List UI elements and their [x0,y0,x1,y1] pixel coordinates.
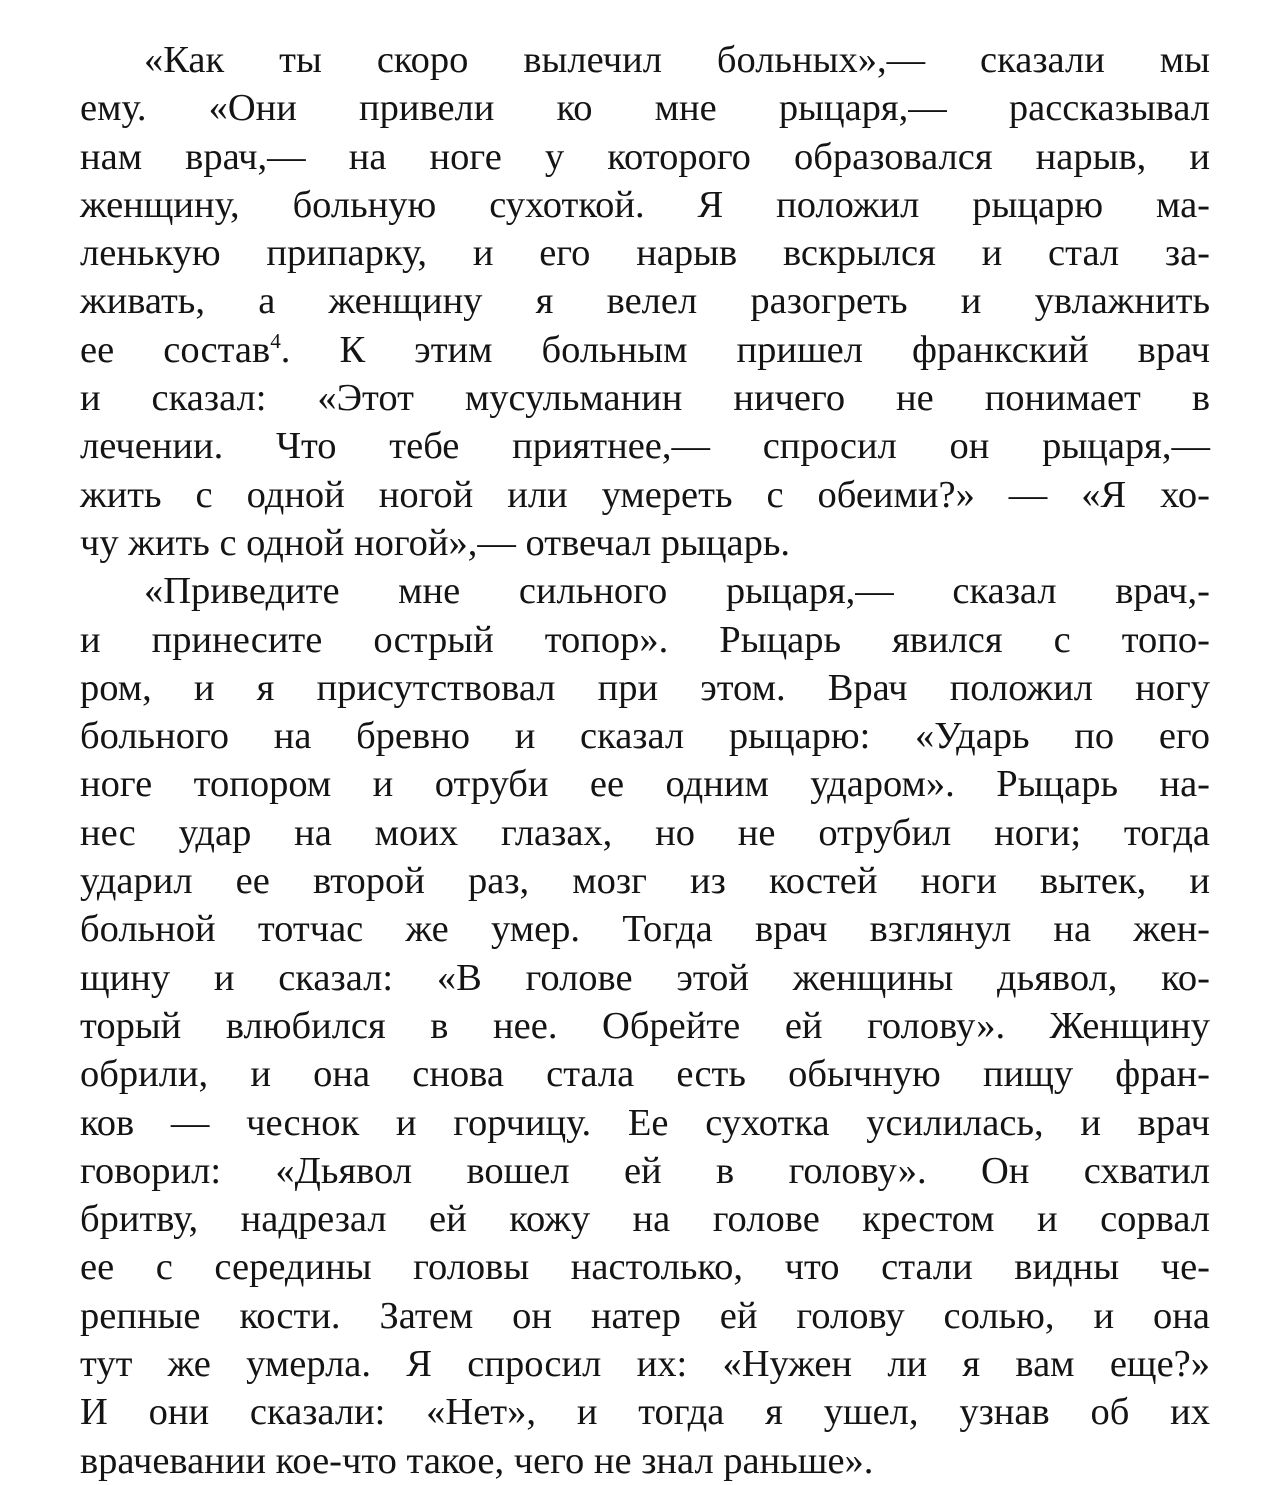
text-line: ему. «Они привели ко мне рыцаря,— рассказывал [80,87,1210,130]
text-line: И они сказали: «Нет», и тогда я ушел, узнав об их [80,1391,1210,1434]
text-line: щину и сказал: «В голове этой женщины дьявол, ко- [80,956,1210,999]
footnote-marker: 4 [270,328,281,353]
text-line: говорил: «Дьявол вошел ей в голову». Он схватил [80,1149,1210,1192]
text-line: и сказал: «Этот мусульманин ничего не понимает в [80,377,1210,420]
text-line: жить с одной ногой или умереть с обеими?» — «Я хо- [80,473,1210,516]
document-page [80,36,1210,1485]
paragraph-1 [80,36,1210,567]
text-line: живать, а женщину я велел разогреть и увлажнить [80,280,1210,323]
text-line: женщину, больную сухоткой. Я положил рыцарю ма- [80,183,1210,226]
paragraph-2 [80,567,1210,1485]
text-line: бритву, надрезал ей кожу на голове крестом и сорвал [80,1198,1210,1241]
text-line: тут же умерла. Я спросил их: «Нужен ли я вам еще?» [80,1343,1210,1386]
text-line: врачевании кое-что такое, чего не знал раньше». [80,1439,874,1482]
text-line: больного на бревно и сказал рыцарю: «Ударь по его [80,715,1210,758]
text-segment: ее состав [80,328,271,371]
text-line: ков — чеснок и горчицу. Ее сухотка усилилась, и врач [80,1101,1210,1144]
text-line: нам врач,— на ноге у которого образовался нарыв, и [80,135,1210,178]
text-line: лечении. Что тебе приятнее,— спросил он рыцаря,— [80,425,1210,468]
text-line: чу жить с одной ногой»,— отвечал рыцарь. [80,521,791,564]
text-line: ее с середины головы настолько, что стали видны че- [80,1246,1210,1289]
text-line: «Приведите мне сильного рыцаря,— сказал врач,- [144,570,1210,613]
text-line: торый влюбился в нее. Обрейте ей голову». Женщину [80,1004,1210,1047]
text-line: ленькую припарку, и его нарыв вскрылся и стал за- [80,232,1210,275]
text-line: «Как ты скоро вылечил больных»,— сказали мы [144,39,1210,81]
text-segment: . К этим больным пришел франкский врач [280,328,1211,371]
text-line: и принесите острый топор». Рыцарь явился с топо- [80,618,1210,661]
text-line: обрили, и она снова стала есть обычную пищу фран- [80,1053,1210,1096]
text-line: репные кости. Затем он натер ей голову солью, и она [80,1294,1210,1337]
text-line: нес удар на моих глазах, но не отрубил ноги; тогда [80,811,1210,854]
text-line: ноге топором и отруби ее одним ударом». Рыцарь на- [80,763,1210,806]
text-line: ударил ее второй раз, мозг из костей ноги вытек, и [80,860,1210,903]
text-line: больной тотчас же умер. Тогда врач взглянул на жен- [80,908,1210,951]
text-line: ром, и я присутствовал при этом. Врач положил ногу [80,666,1210,709]
text-line [80,326,1210,374]
